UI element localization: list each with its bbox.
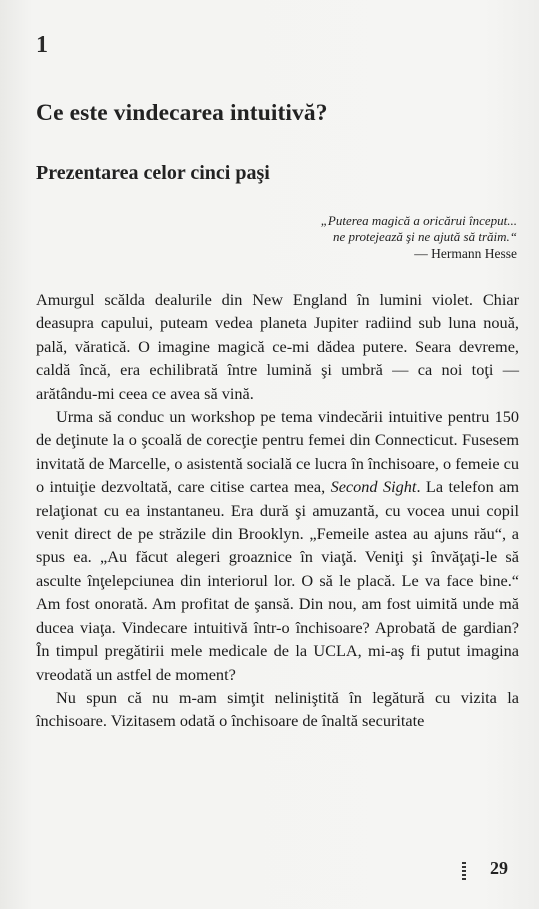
footer-bar-mark [462,862,466,882]
paragraph-2-part-b: . La telefon am relaţionat cu ea instantaneu. Era dură şi amuzantă, cu vocea unui copil venit direct de pe străzile din Brooklyn. „Femeile astea au ajuns rău“, a spus ea. „Au făcut alegeri groaznice în viaţă. Veniţi şi învăţaţi-le să asculte înţelepciunea din interiorul lor. O să le placă. Le va face bine.“ Am fost onorată. Am profitat de şansă. Din nou, am fost uimită unde mă ducea viaţa. Vindecare intuitivă într-o închisoare? Aprobată de gardian? În timpul pregătirii mele medicale de la UCLA, mi-aş fi putut imagina vreodată un astfel de moment? [36,477,519,684]
section-title: Prezentarea celor cinci paşi [36,162,270,184]
epigraph [217,213,517,262]
epigraph-line-2: ne protejează şi ne ajută să trăim.“ [332,229,517,244]
chapter-title: Ce este vindecarea intuitivă? [36,100,328,126]
paragraph-3: Nu spun că nu m-am simţit neliniştită în legătură cu vizita la închisoare. Vizitasem odată o închisoare de înaltă securitate [36,687,519,731]
paragraph-2-part-a: Urma să conduc un workshop pe tema vindecării intuitive pentru 150 de deţinute la o şcoală de corecţie pentru femei din Connecticut. Fusesem invitată de Marcelle, o asistentă socială ce lucra în închisoare, o femeie cu o intuiţie dezvoltată, care citise cartea mea, [36,407,519,497]
epigraph-author: — Hermann Hesse [414,246,517,261]
paragraph-2 [36,405,519,686]
body-text [36,288,519,733]
page-number: 29 [490,858,508,878]
epigraph-line-1: „Puterea magică a oricărui început... [320,213,517,228]
paragraph-1: Amurgul scălda dealurile din New England în lumini violet. Chiar deasupra capului, puteam vedea planeta Jupiter radiind sub luna nouă, pală, văratică. O imagine magică ce-mi dădea putere. Seara devreme, caldă încă, era echilibrată între lumină şi umbră — ca noi toţi — arătându-mi ceea ce avea să vină. [36,290,519,403]
book-title: Second Sight [330,477,417,497]
chapter-number: 1 [36,32,48,58]
